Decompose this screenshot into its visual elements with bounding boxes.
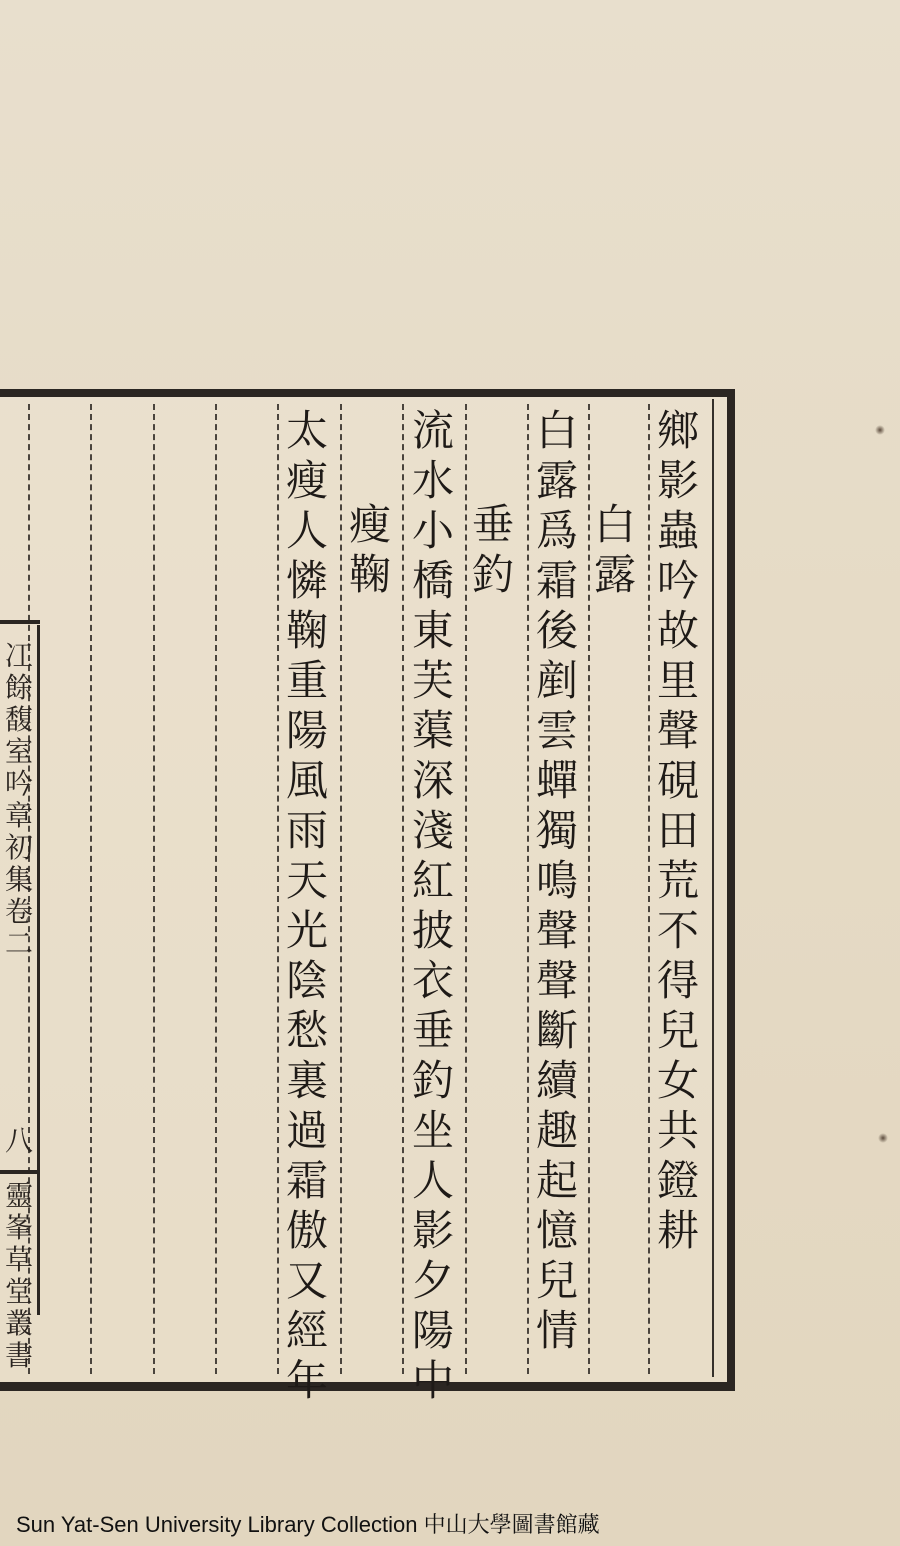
library-credit: Sun Yat-Sen University Library Collection 中山大學圖書館藏: [16, 1512, 600, 1537]
glyph: 耕: [656, 1206, 699, 1255]
glyph: 不: [656, 906, 699, 955]
glyph: 霜: [535, 556, 578, 605]
margin-page-number: [2, 1125, 36, 1157]
glyph: 橋: [411, 556, 454, 605]
glyph: 淺: [411, 806, 454, 855]
poem-title-shouju: [345, 500, 395, 600]
text-column-5: [408, 406, 458, 1406]
margin-glyph: 室: [4, 735, 33, 768]
margin-glyph: 書: [4, 1339, 33, 1372]
column-rule: [277, 404, 279, 1374]
glyph: 吟: [656, 556, 699, 605]
glyph: 芙: [411, 656, 454, 705]
glyph: 聲: [535, 906, 578, 955]
glyph: 硯: [656, 756, 699, 805]
glyph: 紅: [411, 856, 454, 905]
glyph: 故: [656, 606, 699, 655]
glyph: 兒: [535, 1256, 578, 1305]
glyph: 憐: [285, 556, 328, 605]
glyph: 光: [285, 906, 328, 955]
glyph: 夕: [411, 1256, 454, 1305]
poem-title-chuidiao: [468, 500, 518, 600]
glyph: 情: [535, 1306, 578, 1355]
glyph: 重: [285, 656, 328, 705]
glyph: 陽: [285, 706, 328, 755]
glyph: 瘦: [348, 500, 391, 549]
glyph: 太: [285, 406, 328, 455]
column-rule: [153, 404, 155, 1374]
margin-glyph: 卷: [4, 895, 33, 928]
glyph: 蟲: [656, 506, 699, 555]
glyph: 蕖: [411, 706, 454, 755]
glyph: 白: [593, 500, 636, 549]
glyph: 人: [285, 506, 328, 555]
glyph: 愁: [285, 1006, 328, 1055]
glyph: 田: [656, 806, 699, 855]
glyph: 鞠: [285, 606, 328, 655]
glyph: 斷: [535, 1006, 578, 1055]
glyph: 共: [656, 1106, 699, 1155]
glyph: 小: [411, 506, 454, 555]
column-rule: [527, 404, 529, 1374]
glyph: 爲: [535, 506, 578, 555]
margin-series: [2, 1180, 36, 1372]
glyph: 霜: [285, 1156, 328, 1205]
glyph: 深: [411, 756, 454, 805]
text-column-3: [532, 406, 582, 1356]
glyph: 獨: [535, 806, 578, 855]
glyph: 起: [535, 1156, 578, 1205]
glyph: 年: [285, 1356, 328, 1405]
column-rule: [465, 404, 467, 1374]
glyph: 露: [535, 456, 578, 505]
glyph: 東: [411, 606, 454, 655]
glyph: 聲: [656, 706, 699, 755]
paper-stain: [878, 1133, 888, 1143]
glyph: 影: [411, 1206, 454, 1255]
margin-glyph: 堂: [4, 1275, 33, 1308]
margin-glyph: 餘: [4, 671, 33, 704]
glyph: 女: [656, 1056, 699, 1105]
margin-glyph: 章: [4, 799, 33, 832]
glyph: 陽: [411, 1306, 454, 1355]
glyph: 風: [285, 756, 328, 805]
glyph: 後: [535, 606, 578, 655]
margin-divider: [0, 1170, 40, 1174]
margin-glyph: 草: [4, 1243, 33, 1276]
margin-glyph: 馥: [4, 703, 33, 736]
glyph: 里: [656, 656, 699, 705]
glyph: 經: [285, 1306, 328, 1355]
glyph: 披: [411, 906, 454, 955]
column-rule: [648, 404, 650, 1374]
glyph: 坐: [411, 1106, 454, 1155]
frame-inner-line: [712, 399, 714, 1377]
glyph: 人: [411, 1156, 454, 1205]
glyph: 鞠: [348, 550, 391, 599]
glyph: 天: [285, 856, 328, 905]
margin-glyph: 集: [4, 863, 33, 896]
glyph: 釣: [411, 1056, 454, 1105]
column-rule: [402, 404, 404, 1374]
margin-glyph: 峯: [4, 1211, 33, 1244]
glyph: 又: [285, 1256, 328, 1305]
glyph: 衣: [411, 956, 454, 1005]
glyph: 傲: [285, 1206, 328, 1255]
margin-glyph: 初: [4, 831, 33, 864]
glyph: 蟬: [535, 756, 578, 805]
glyph: 續: [535, 1056, 578, 1105]
glyph: 雲: [535, 706, 578, 755]
glyph: 垂: [471, 500, 514, 549]
glyph: 憶: [535, 1206, 578, 1255]
glyph: 過: [285, 1106, 328, 1155]
glyph: 露: [593, 550, 636, 599]
glyph: 瘦: [285, 456, 328, 505]
glyph: 流: [411, 406, 454, 455]
column-rule: [340, 404, 342, 1374]
margin-glyph: 叢: [4, 1307, 33, 1340]
poem-title-bailu: [590, 500, 640, 600]
margin-glyph: 二: [4, 927, 33, 960]
glyph: 裏: [285, 1056, 328, 1105]
text-column-1: [653, 406, 703, 1256]
glyph: 水: [411, 456, 454, 505]
margin-glyph: 冮: [4, 639, 33, 672]
glyph: 鄉: [656, 406, 699, 455]
glyph: 白: [535, 406, 578, 455]
glyph: 得: [656, 956, 699, 1005]
glyph: 剷: [535, 656, 578, 705]
glyph: 聲: [535, 956, 578, 1005]
margin-glyph: 吟: [4, 767, 33, 800]
glyph: 陰: [285, 956, 328, 1005]
paper-stain: [875, 425, 885, 435]
margin-title: [2, 640, 36, 960]
glyph: 釣: [471, 550, 514, 599]
glyph: 影: [656, 456, 699, 505]
glyph: 兒: [656, 1006, 699, 1055]
glyph: 鐙: [656, 1156, 699, 1205]
column-rule: [215, 404, 217, 1374]
glyph: 趣: [535, 1106, 578, 1155]
glyph: 雨: [285, 806, 328, 855]
column-rule: [90, 404, 92, 1374]
margin-glyph: 八: [4, 1124, 33, 1157]
text-column-7: [282, 406, 332, 1406]
margin-glyph: 靈: [4, 1179, 33, 1212]
glyph: 鳴: [535, 856, 578, 905]
glyph: 中: [411, 1356, 454, 1405]
glyph: 垂: [411, 1006, 454, 1055]
glyph: 荒: [656, 856, 699, 905]
